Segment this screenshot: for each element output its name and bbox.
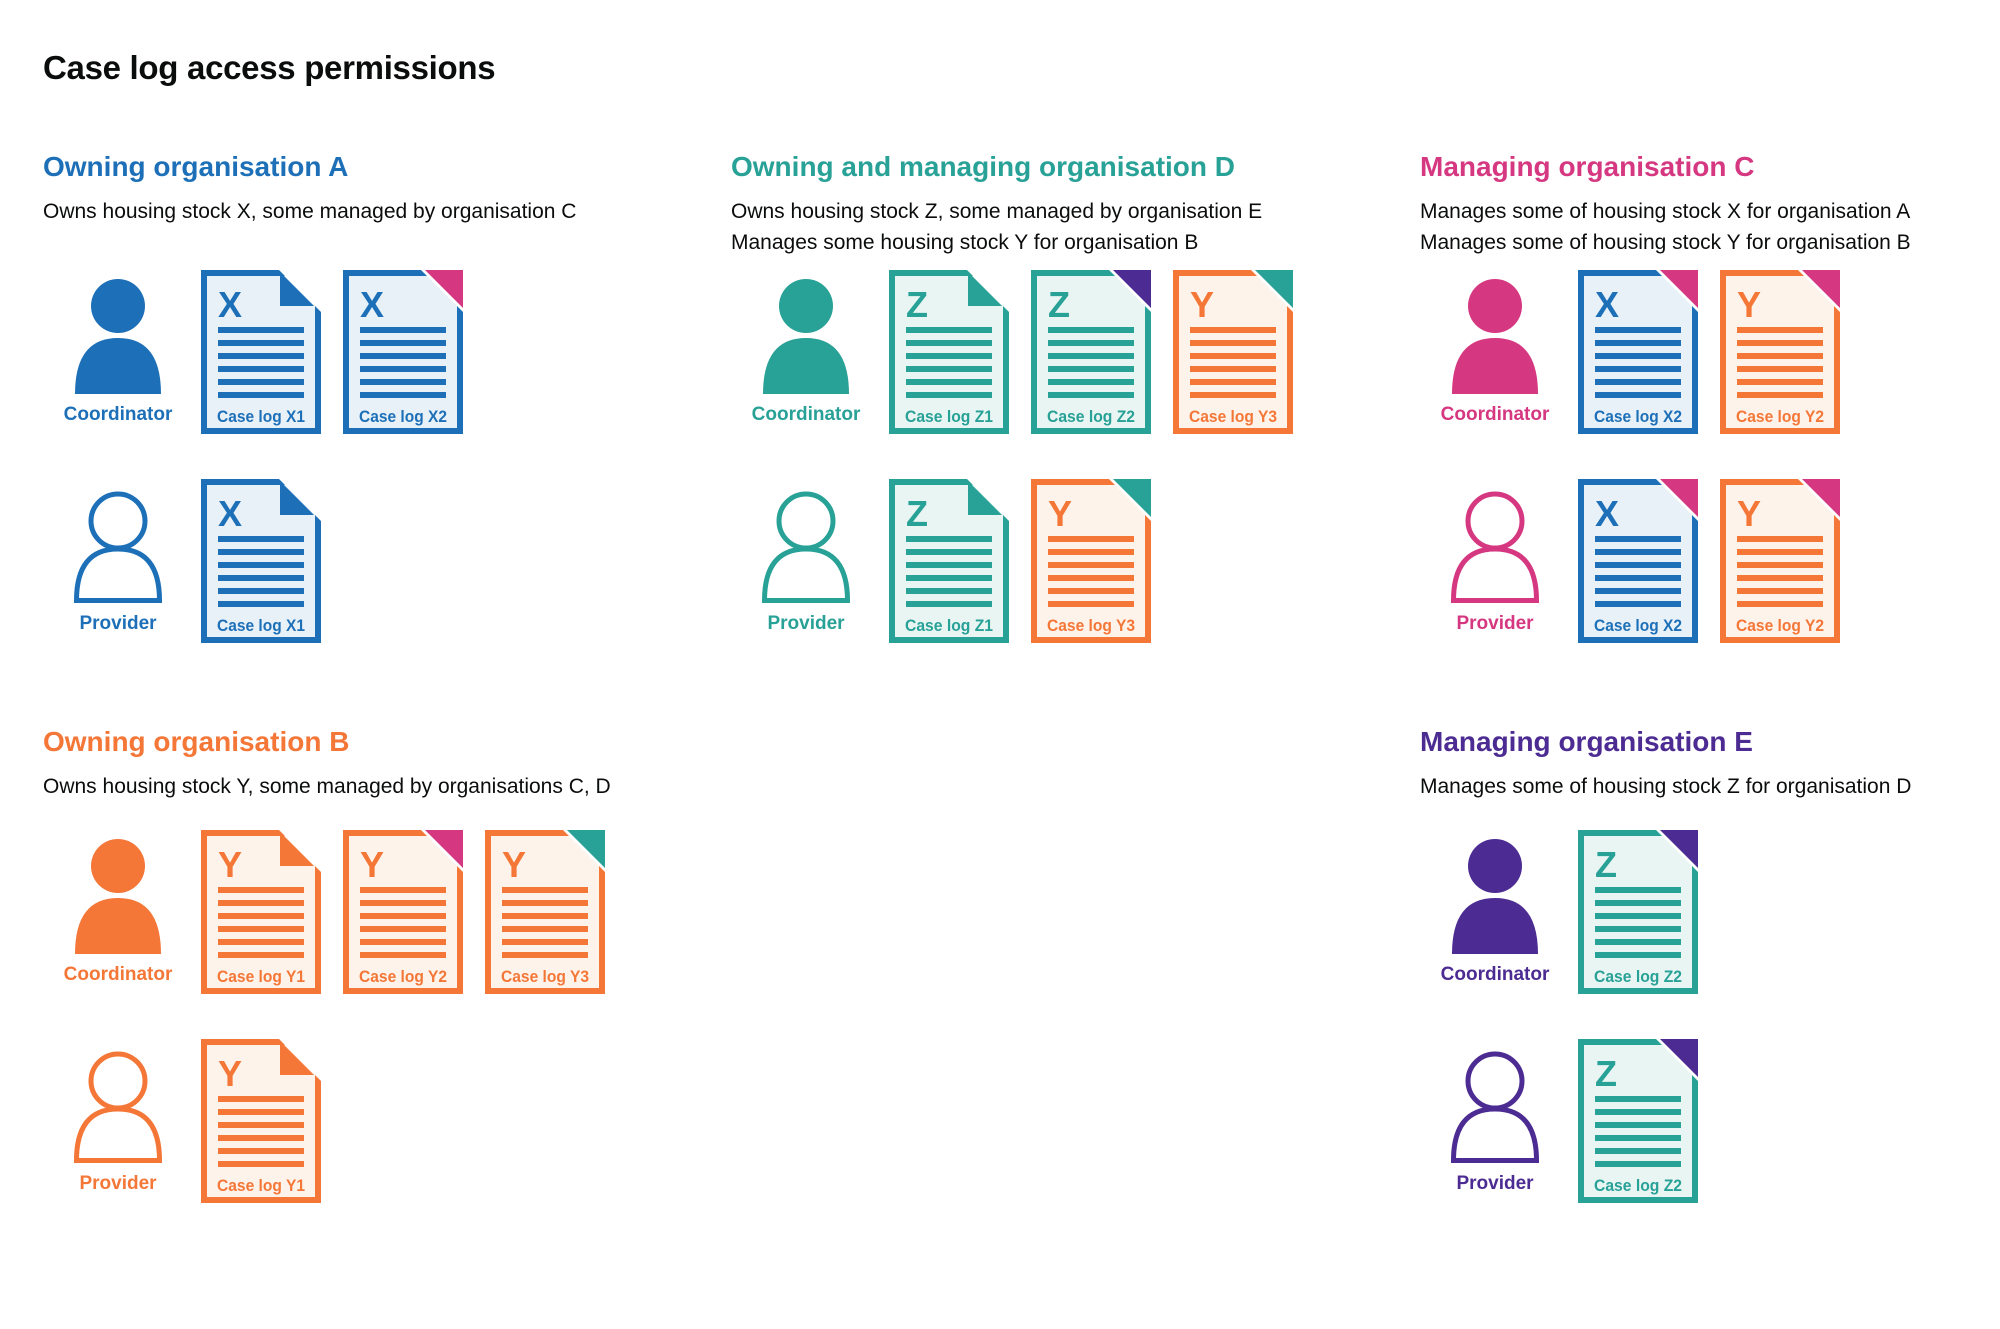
section-description (1420, 196, 2000, 258)
description-line: Manages some of housing stock Z for organisation D (1420, 775, 1912, 798)
case-log-document (889, 479, 1009, 643)
document-label: Case log Y3 (1189, 407, 1277, 426)
document-label: Case log Y1 (217, 967, 305, 986)
provider-row (43, 1039, 731, 1208)
person-label: Provider (767, 613, 845, 634)
document-list (201, 1039, 321, 1208)
document-list (201, 479, 321, 648)
document-list (1578, 1039, 1698, 1208)
document-label: Case log Z2 (1594, 1176, 1682, 1195)
document-letter: X (218, 284, 243, 325)
document-label: Case log Y1 (217, 1176, 305, 1195)
description-line: Owns housing stock Y, some managed by organisations C, D (43, 775, 611, 798)
case-log-document (1578, 479, 1698, 643)
document-letter: Y (1190, 284, 1215, 325)
document-label: Case log Y2 (1736, 616, 1824, 635)
case-log-document (1578, 270, 1698, 434)
provider-icon (1447, 485, 1543, 605)
document (1578, 1039, 1698, 1208)
case-log-document (201, 830, 321, 994)
person-label: Provider (1456, 613, 1534, 634)
case-log-document (889, 270, 1009, 434)
person-label: Coordinator (1440, 404, 1550, 425)
document-letter: Y (360, 844, 385, 885)
provider-person (731, 479, 881, 635)
document-list (201, 830, 605, 999)
document (343, 830, 463, 999)
provider-person (1420, 479, 1570, 635)
document-label: Case log X2 (359, 407, 447, 426)
provider-person (1420, 1039, 1570, 1195)
document (1031, 270, 1151, 439)
document (201, 270, 321, 439)
section-managing-organisation-e (1420, 724, 2000, 1248)
document-label: Case log X2 (1594, 616, 1682, 635)
case-log-document (201, 479, 321, 643)
case-log-document (201, 1039, 321, 1203)
person-label: Coordinator (63, 404, 173, 425)
document-list (1578, 479, 1840, 648)
document-list (201, 270, 463, 439)
document (1578, 830, 1698, 999)
provider-icon (758, 485, 854, 605)
person-label: Coordinator (1440, 964, 1550, 985)
document-label: Case log X1 (217, 407, 305, 426)
coordinator-row (43, 830, 731, 999)
document-letter: Z (906, 493, 928, 534)
document-label: Case log X1 (217, 616, 305, 635)
document (889, 479, 1009, 648)
provider-person (43, 1039, 193, 1195)
document-label: Case log Z1 (905, 407, 993, 426)
document (1720, 479, 1840, 648)
document-letter: X (1595, 284, 1620, 325)
case-log-document (1720, 270, 1840, 434)
provider-icon (70, 1045, 166, 1165)
document-letter: X (360, 284, 385, 325)
provider-row (731, 479, 1420, 648)
provider-icon (70, 485, 166, 605)
section-managing-organisation-c (1420, 149, 2000, 724)
section-description (1420, 771, 2000, 802)
case-log-document (1031, 270, 1151, 434)
section-heading: Owning organisation B (43, 726, 350, 757)
coordinator-icon (70, 276, 166, 396)
document-label: Case log Z2 (1047, 407, 1135, 426)
document-letter: Y (218, 1053, 243, 1094)
document-letter: X (1595, 493, 1620, 534)
coordinator-person (1420, 270, 1570, 426)
coordinator-icon (70, 836, 166, 956)
description-line: Owns housing stock Z, some managed by organisation E (731, 200, 1263, 223)
document (1173, 270, 1293, 439)
coordinator-icon (1447, 276, 1543, 396)
document-label: Case log Y3 (1047, 616, 1135, 635)
document (1578, 479, 1698, 648)
document-letter: Z (1595, 1053, 1617, 1094)
document (1578, 270, 1698, 439)
section-heading: Owning and managing organisation D (731, 151, 1236, 182)
section-owning-and-managing-organisation-d (731, 149, 1420, 724)
case-log-document (343, 270, 463, 434)
coordinator-person (1420, 830, 1570, 986)
document-label: Case log Y2 (359, 967, 447, 986)
coordinator-row (1420, 270, 2000, 439)
document-list (1578, 270, 1840, 439)
case-log-document (343, 830, 463, 994)
document (201, 479, 321, 648)
person-label: Provider (79, 1173, 157, 1194)
provider-row (1420, 479, 2000, 648)
document-label: Case log X2 (1594, 407, 1682, 426)
provider-row (43, 479, 731, 648)
document (1031, 479, 1151, 648)
document-list (1578, 830, 1698, 999)
section-description (43, 771, 731, 802)
document (1720, 270, 1840, 439)
provider-person (43, 479, 193, 635)
document-list (889, 479, 1151, 648)
document-label: Case log Z2 (1594, 967, 1682, 986)
section-description (43, 196, 731, 258)
document-label: Case log Z1 (905, 616, 993, 635)
section-owning-organisation-b (43, 724, 731, 1248)
document-label: Case log Y2 (1736, 407, 1824, 426)
person-label: Provider (1456, 1173, 1534, 1194)
document-letter: Y (218, 844, 243, 885)
permissions-diagram (43, 149, 2000, 1248)
person-label: Provider (79, 613, 157, 634)
provider-icon (1447, 1045, 1543, 1165)
section-heading: Owning organisation A (43, 151, 349, 182)
coordinator-row (1420, 830, 2000, 999)
section-heading: Managing organisation E (1420, 726, 1753, 757)
description-line: Owns housing stock X, some managed by organisation C (43, 200, 577, 223)
case-log-document (485, 830, 605, 994)
case-log-document (1578, 830, 1698, 994)
coordinator-person (43, 830, 193, 986)
coordinator-row (43, 270, 731, 439)
person-label: Coordinator (63, 964, 173, 985)
case-log-document (1720, 479, 1840, 643)
document-label: Case log Y3 (501, 967, 589, 986)
case-log-document (1578, 1039, 1698, 1203)
document-letter: Z (1595, 844, 1617, 885)
document (889, 270, 1009, 439)
description-line: Manages some of housing stock Y for organisation B (1420, 231, 1911, 254)
document (343, 270, 463, 439)
section-description (731, 196, 1420, 258)
document-letter: Y (1737, 284, 1762, 325)
coordinator-row (731, 270, 1420, 439)
description-line: Manages some of housing stock X for organisation A (1420, 200, 1911, 223)
document (201, 830, 321, 999)
page-title: Case log access permissions (43, 49, 496, 86)
coordinator-person (43, 270, 193, 426)
document-letter: X (218, 493, 243, 534)
document-letter: Z (906, 284, 928, 325)
document-letter: Y (1048, 493, 1073, 534)
section-heading: Managing organisation C (1420, 151, 1755, 182)
section-owning-organisation-a (43, 149, 731, 724)
document-letter: Y (1737, 493, 1762, 534)
coordinator-icon (1447, 836, 1543, 956)
provider-row (1420, 1039, 2000, 1208)
document (485, 830, 605, 999)
case-log-document (201, 270, 321, 434)
document-list (889, 270, 1293, 439)
description-line: Manages some housing stock Y for organisation B (731, 231, 1199, 254)
document-letter: Z (1048, 284, 1070, 325)
coordinator-icon (758, 276, 854, 396)
person-label: Coordinator (751, 404, 861, 425)
document (201, 1039, 321, 1208)
case-log-document (1031, 479, 1151, 643)
document-letter: Y (502, 844, 527, 885)
case-log-document (1173, 270, 1293, 434)
coordinator-person (731, 270, 881, 426)
